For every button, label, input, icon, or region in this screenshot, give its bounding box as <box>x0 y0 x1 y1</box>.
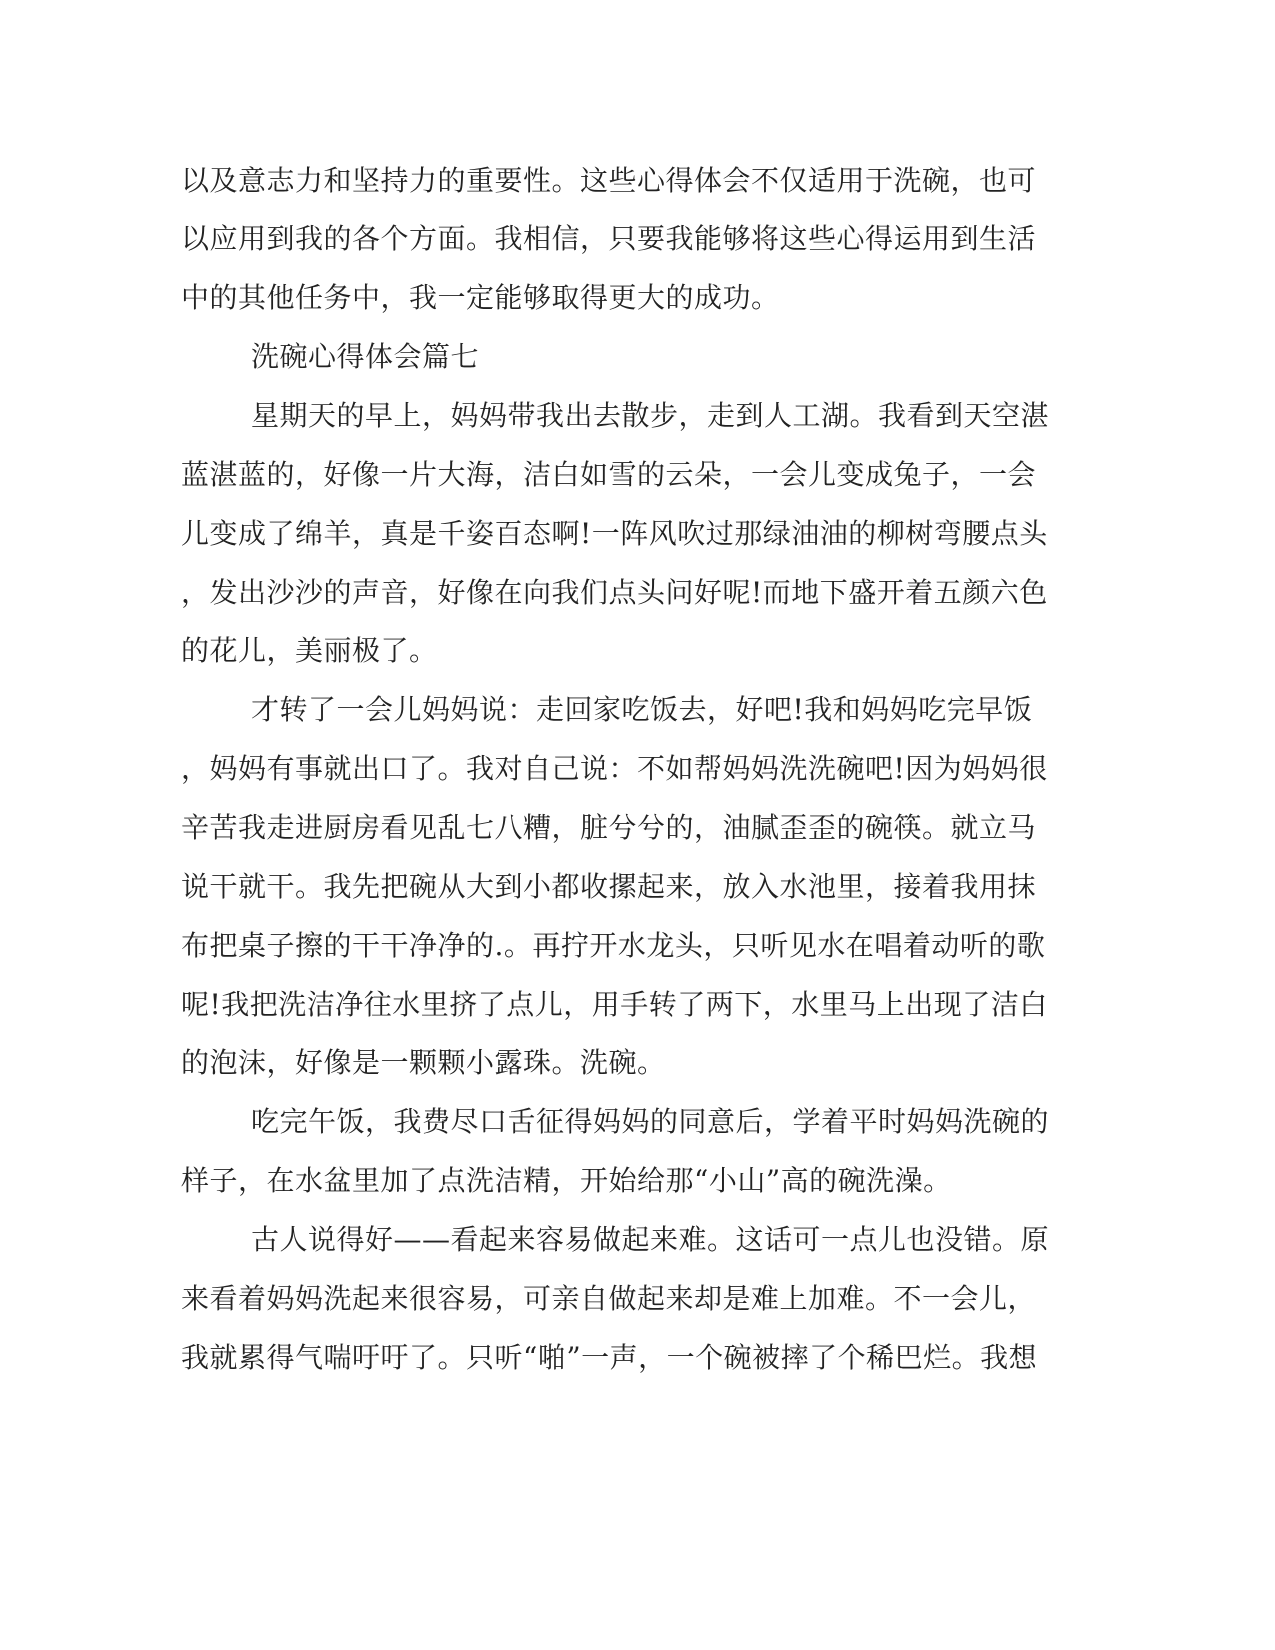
text-line: 我就累得气喘吁吁了。只听“啪”一声，一个碗被摔了个稀巴烂。我想 <box>181 1341 1038 1374</box>
text-line: 星期天的早上，妈妈带我出去散步，走到人工湖。我看到天空湛 <box>251 399 1050 432</box>
text-line: 儿变成了绵羊，真是千姿百态啊!一阵风吹过那绿油油的柳树弯腰点头 <box>181 517 1048 550</box>
text-line: 布把桌子擦的干干净净的.。再拧开水龙头，只听见水在唱着动听的歌 <box>181 929 1046 962</box>
text-line: 以应用到我的各个方面。我相信，只要我能够将这些心得运用到生活 <box>181 222 1037 255</box>
text-line: 古人说得好——看起来容易做起来难。这话可一点儿也没错。原 <box>251 1223 1050 1256</box>
text-line: 来看着妈妈洗起来很容易，可亲自做起来却是难上加难。不一会儿， <box>181 1282 1037 1315</box>
text-line: 样子，在水盆里加了点洗洁精，开始给那“小山”高的碗洗澡。 <box>181 1164 952 1197</box>
text-line: 吃完午饭，我费尽口舌征得妈妈的同意后，学着平时妈妈洗碗的 <box>251 1105 1050 1138</box>
text-line: 的花儿，美丽极了。 <box>181 634 438 667</box>
text-line: 以及意志力和坚持力的重要性。这些心得体会不仅适用于洗碗，也可 <box>181 164 1037 197</box>
text-line: ，发出沙沙的声音，好像在向我们点头问好呢!而地下盛开着五颜六色 <box>181 576 1048 609</box>
text-line: 呢!我把洗洁净往水里挤了点儿，用手转了两下，水里马上出现了洁白 <box>181 988 1048 1021</box>
text-line: ，妈妈有事就出口了。我对自己说：不如帮妈妈洗洗碗吧!因为妈妈很 <box>181 752 1048 785</box>
text-line: 辛苦我走进厨房看见乱七八糟，脏兮兮的，油腻歪歪的碗筷。就立马 <box>181 811 1037 844</box>
text-line: 的泡沫，好像是一颗颗小露珠。洗碗。 <box>181 1046 666 1079</box>
text-line: 说干就干。我先把碗从大到小都收摞起来，放入水池里，接着我用抹 <box>181 870 1037 903</box>
text-line: 蓝湛蓝的，好像一片大海，洁白如雪的云朵，一会儿变成兔子，一会 <box>181 458 1037 491</box>
section-heading: 洗碗心得体会篇七 <box>251 340 480 373</box>
text-line: 中的其他任务中，我一定能够取得更大的成功。 <box>181 281 780 314</box>
text-line: 才转了一会儿妈妈说：走回家吃饭去，好吧!我和妈妈吃完早饭 <box>251 693 1033 726</box>
